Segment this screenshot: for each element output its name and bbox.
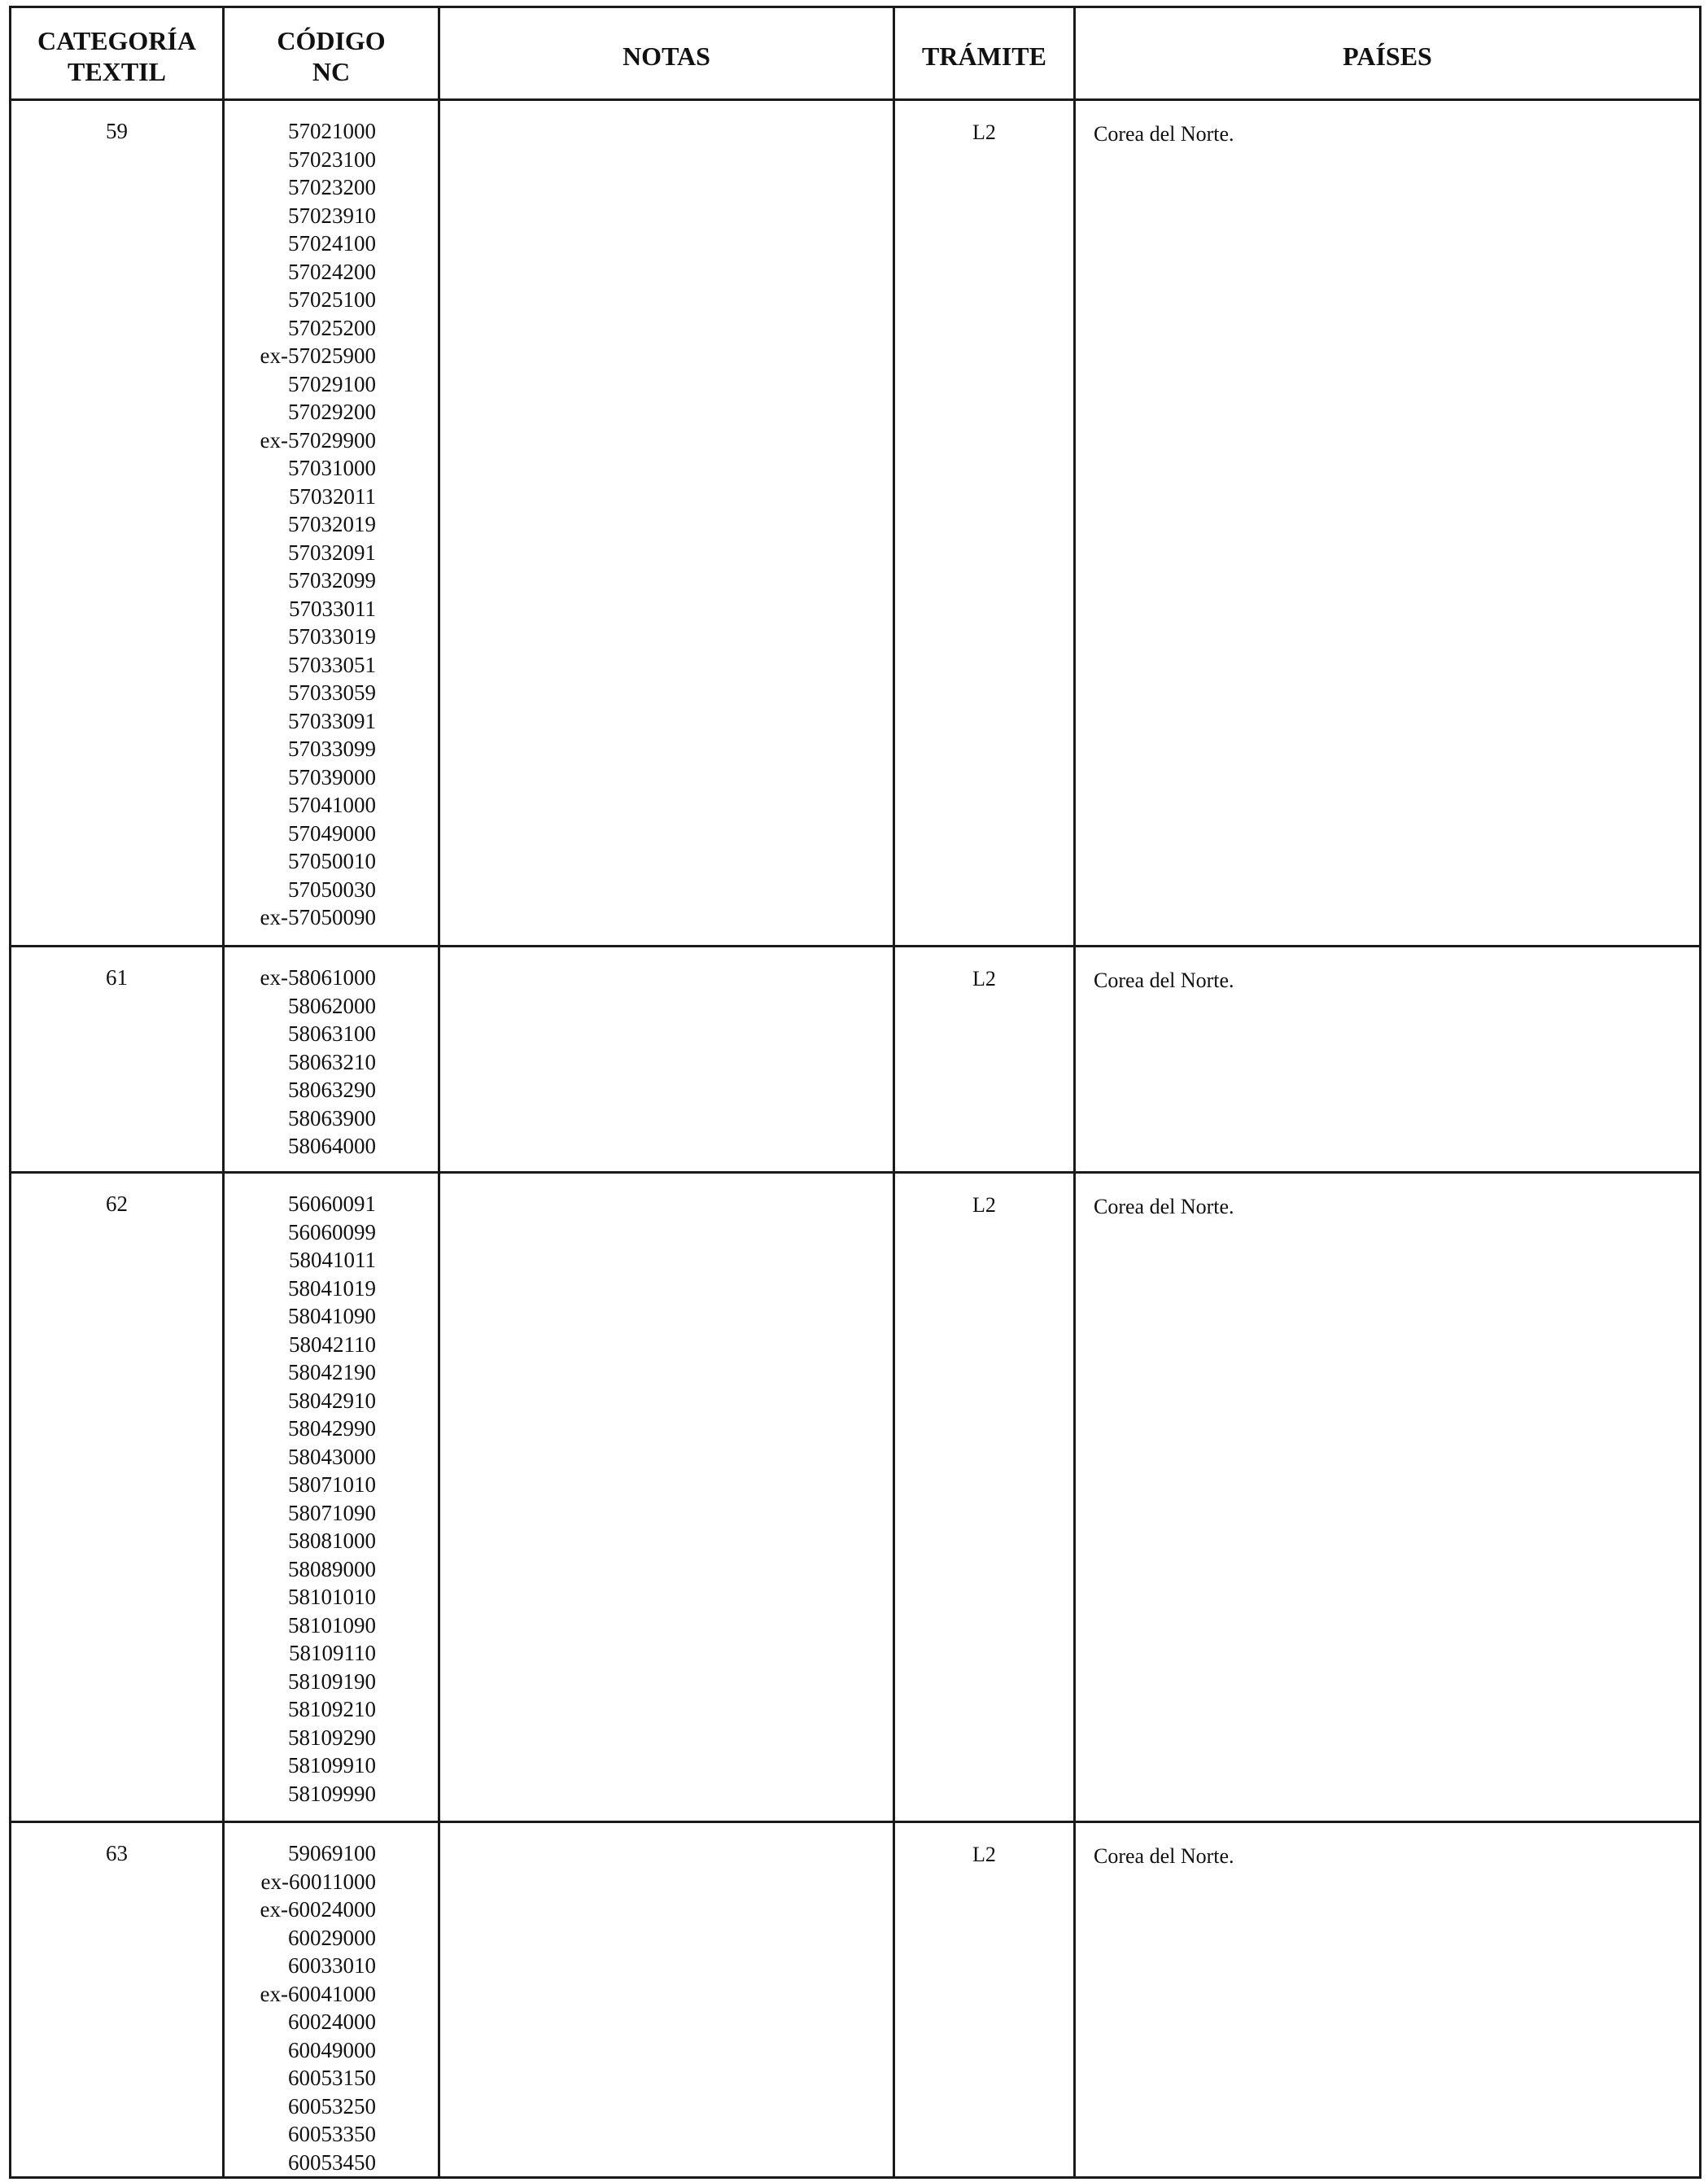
nc-code: 57023100 — [288, 146, 376, 172]
codigo-nc-cell — [224, 100, 439, 947]
nc-code: 58063290 — [288, 1078, 376, 1102]
nc-code: 58071090 — [288, 1500, 376, 1525]
nc-code: 57049000 — [288, 820, 376, 846]
nc-code: 57032011 — [289, 483, 376, 509]
nc-code: 57033091 — [288, 708, 376, 733]
nc-code: 57032099 — [288, 568, 376, 593]
categoria-cell: 59 — [11, 100, 224, 947]
nc-code: 56060099 — [288, 1219, 376, 1244]
table-body — [11, 100, 1701, 2178]
nc-code: 58041011 — [289, 1248, 376, 1272]
nc-code: 58041019 — [288, 1275, 376, 1301]
nc-code: 58062000 — [288, 993, 376, 1018]
header-codigo-nc: CÓDIGO NC — [224, 7, 439, 100]
header-categoria-textil: CATEGORÍA TEXTIL — [11, 7, 224, 100]
nc-code: 57031000 — [288, 456, 376, 480]
nc-code: 57029100 — [288, 371, 376, 396]
nc-code: 58042110 — [289, 1332, 376, 1357]
nc-code: 57039000 — [288, 764, 376, 789]
nc-code: 58109910 — [288, 1753, 376, 1778]
nc-code: 57033059 — [288, 680, 376, 705]
nc-code: 58043000 — [288, 1444, 376, 1469]
nc-code: ex-58061000 — [260, 965, 376, 990]
nc-code: 57024100 — [288, 231, 376, 256]
nc-code: 58101010 — [288, 1585, 376, 1609]
nc-code: 58109190 — [288, 1668, 376, 1694]
nc-code: 57033019 — [288, 624, 376, 649]
nc-code: 60053450 — [288, 2149, 376, 2175]
nc-code: 58041090 — [288, 1304, 376, 1328]
nc-code: 57023910 — [288, 203, 376, 228]
notas-cell — [439, 1822, 894, 2178]
nc-code: 58071010 — [288, 1472, 376, 1497]
nc-code: 58063900 — [288, 1105, 376, 1130]
nc-code: 58042910 — [288, 1388, 376, 1413]
nc-code: ex-57029900 — [260, 427, 376, 453]
nc-code: 57033099 — [288, 737, 376, 761]
table-row — [11, 1822, 1701, 2178]
codigo-nc-cell — [224, 947, 439, 1173]
nc-code: 60033010 — [288, 1953, 376, 1978]
nc-code: ex-60011000 — [260, 1869, 376, 1894]
nc-code: 57050030 — [288, 877, 376, 902]
nc-code: ex-57025900 — [260, 343, 376, 368]
nc-code: 58089000 — [288, 1556, 376, 1581]
header-paises: PAÍSES — [1075, 7, 1701, 100]
nc-code: 60053350 — [288, 2122, 376, 2146]
nc-code: 57032019 — [288, 512, 376, 536]
nc-code: ex-60024000 — [260, 1897, 376, 1922]
table-row — [11, 100, 1701, 947]
codigo-nc-cell — [224, 1173, 439, 1822]
paises-cell: Corea del Norte. — [1075, 100, 1701, 947]
nc-code: 58109990 — [288, 1781, 376, 1806]
nc-code: 57025200 — [288, 315, 376, 340]
textile-category-table — [9, 6, 1701, 2179]
codigo-nc-cell — [224, 1822, 439, 2178]
nc-code: 58063100 — [288, 1021, 376, 1046]
nc-code: 57033011 — [289, 596, 376, 621]
nc-code: 57023200 — [288, 175, 376, 199]
nc-code: 58042190 — [288, 1360, 376, 1384]
table-header-row — [11, 7, 1701, 100]
nc-code: 58042990 — [288, 1416, 376, 1441]
nc-code: 57032091 — [288, 540, 376, 565]
nc-code: 60024000 — [288, 2009, 376, 2034]
notas-cell — [439, 1173, 894, 1822]
nc-code: 57021000 — [288, 119, 376, 143]
nc-code: 57033051 — [288, 652, 376, 677]
nc-code: ex-60041000 — [260, 1981, 376, 2006]
nc-code: 60049000 — [288, 2037, 376, 2062]
tramite-cell: L2 — [894, 100, 1075, 947]
tramite-cell: L2 — [894, 1822, 1075, 2178]
categoria-cell: 62 — [11, 1173, 224, 1822]
nc-code: 58109290 — [288, 1725, 376, 1750]
categoria-cell: 61 — [11, 947, 224, 1173]
nc-code: 58101090 — [288, 1612, 376, 1638]
paises-cell: Corea del Norte. — [1075, 1173, 1701, 1822]
nc-code: 58109110 — [289, 1641, 376, 1665]
table-row — [11, 947, 1701, 1173]
header-tramite: TRÁMITE — [894, 7, 1075, 100]
nc-code: 59069100 — [288, 1841, 376, 1865]
categoria-cell: 63 — [11, 1822, 224, 2178]
paises-cell: Corea del Norte. — [1075, 1822, 1701, 2178]
nc-code: 57025100 — [288, 287, 376, 312]
paises-cell: Corea del Norte. — [1075, 947, 1701, 1173]
nc-code: 56060091 — [288, 1192, 376, 1216]
nc-code: 60029000 — [288, 1925, 376, 1950]
tramite-cell: L2 — [894, 1173, 1075, 1822]
nc-code: 58064000 — [288, 1134, 376, 1158]
nc-code: 60053250 — [288, 2093, 376, 2119]
nc-code: 57041000 — [288, 793, 376, 817]
notas-cell — [439, 947, 894, 1173]
notas-cell — [439, 100, 894, 947]
nc-code: 57050010 — [288, 849, 376, 873]
nc-code: 57029200 — [288, 400, 376, 424]
nc-code: ex-57050090 — [260, 905, 376, 929]
nc-code: 57024200 — [288, 259, 376, 284]
tramite-cell: L2 — [894, 947, 1075, 1173]
nc-code: 60053150 — [288, 2066, 376, 2090]
table-row — [11, 1173, 1701, 1822]
nc-code: 58063210 — [288, 1049, 376, 1074]
nc-code: 58081000 — [288, 1528, 376, 1553]
nc-code: 58109210 — [288, 1697, 376, 1721]
header-notas: NOTAS — [439, 7, 894, 100]
